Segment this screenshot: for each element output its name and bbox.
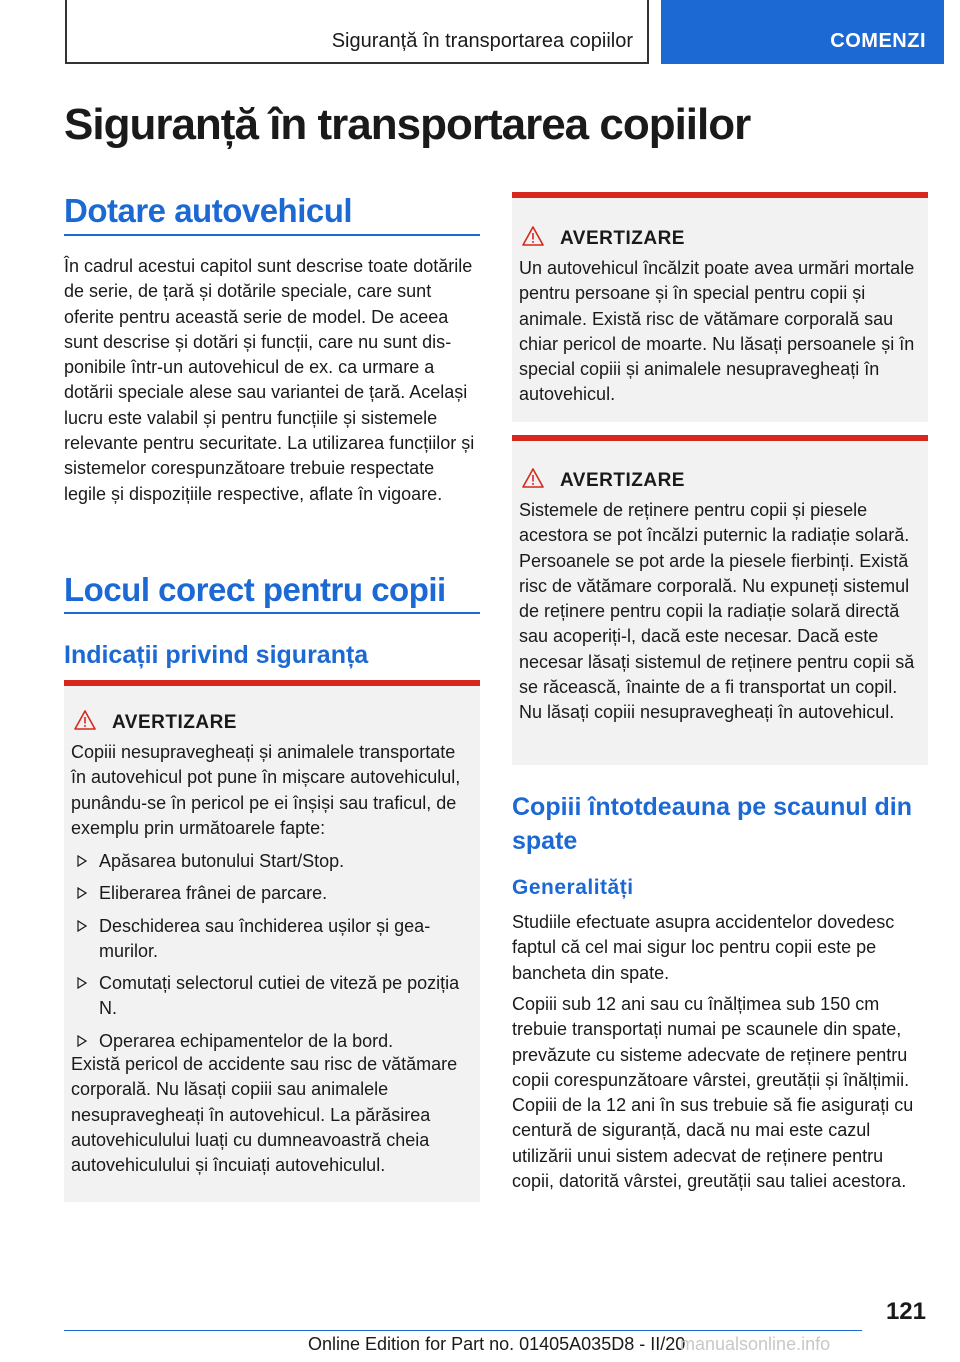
triangle-bullet-icon — [77, 1035, 87, 1047]
list-item: Comutați selectorul cutiei de viteză pe poziția N. — [71, 971, 471, 1022]
warning-triangle-icon — [74, 710, 96, 730]
heading-equipment: Dotare autovehicul — [64, 192, 353, 229]
warning-2-body: Un autovehicul încălzit poate avea urmări mortale pentru persoane și în special pentru copii și animale. Există risc de vătămare corporală sau chiar pericol de moarte. Nu lăsați persoanele și în special copiii și animalele nesupravegheați în autovehicul. — [519, 258, 915, 405]
warning-1-title: AVERTIZARE — [112, 712, 237, 733]
warning-1-list — [71, 849, 471, 1061]
warning-3-title: AVERTIZARE — [560, 470, 685, 491]
header-chapter-title: Siguranță în transportarea copiilor — [331, 30, 633, 52]
paragraph-equipment: În cadrul acestui capitol sunt descrise toate dotările de serie, de țară și dotările speciale, care sunt oferite pentru această serie de model. De aceea sunt descrise și dotări și funcții, care nu sunt disponibile într-un autovehicul de ex. ca urmare a dotării speciale alese sau variantei de țară. Același lucru este valabil și pentru funcțiile și sistemele relevante pentru securitate. La utilizarea funcțiilor și sistemelor corespunzătoare trebuie respectate legile și dispozițiile respective, aflate în vigoare. — [64, 256, 475, 504]
page-title: Siguranță în transportarea copiilor — [64, 100, 751, 149]
footer-watermark: manualsonline.info — [680, 1334, 831, 1354]
heading-rear-seat: Copiii întotdeauna pe scaunul din spate — [512, 793, 913, 855]
heading-general: Generalități — [512, 876, 634, 899]
list-item: Deschiderea sau închiderea ușilor și geamurilor. — [71, 914, 471, 965]
triangle-bullet-icon — [77, 920, 87, 932]
warning-triangle-icon — [522, 468, 544, 488]
triangle-bullet-icon — [77, 887, 87, 899]
warning-box-1 — [64, 680, 480, 1202]
list-item: Apăsarea butonului Start/Stop. — [71, 849, 471, 874]
heading-place-rule — [64, 612, 480, 614]
triangle-bullet-icon — [77, 977, 87, 989]
warning-box-2 — [512, 192, 928, 422]
warning-box-3 — [512, 435, 928, 765]
header-section-title: COMENZI — [830, 30, 926, 52]
heading-safety: Indicații privind siguranța — [64, 641, 369, 669]
heading-equipment-rule — [64, 234, 480, 236]
warning-1-outro: Există pericol de accidente sau risc de vătămare corporală. Nu lăsați copiii sau animalele nesupravegheați în autovehicul. La părăsirea autovehiculului luați cu dumneavoastră cheia autovehiculului și încuiați autovehiculul. — [71, 1054, 458, 1176]
paragraph-general-1: Studiile efectuate asupra accidentelor dovedesc faptul că cel mai sigur loc pentru copii este pe bancheta din spate. — [512, 912, 895, 983]
footer-rule — [64, 1330, 862, 1331]
header-chapter-tab — [65, 0, 649, 64]
footer-edition: Online Edition for Part no. 01405A035D8 - II/20 — [308, 1334, 686, 1354]
page-number: 121 — [885, 1298, 926, 1325]
header-section-tab — [661, 0, 944, 64]
warning-1-intro: Copiii nesupravegheați și animalele transportate în autovehicul pot pune în mișcare autovehiculul, punându-se în pericol pe ei înșiși sau traficul, de exemplu prin următoarele fapte: — [71, 742, 461, 838]
list-item: Eliberarea frânei de parcare. — [71, 881, 471, 906]
heading-place: Locul corect pentru copii — [64, 571, 446, 608]
paragraph-general-2: Copiii sub 12 ani sau cu înălțimea sub 150 cm trebuie transportați numai pe scaunele din spate, prevăzute cu sisteme adecvate de reținere pentru copii corespunzătoare vârstei, greutății și înălțimii. Copiii de la 12 ani în sus trebuie să fie asigurați cu centură de siguranță, dacă nu mai este cazul utilizării unui sistem adecvat de reținere pentru copii, datorită vârstei, greutății sau taliei acestora. — [512, 994, 914, 1192]
warning-3-body: Sistemele de reținere pentru copii și piesele acestora se pot încălzi puternic la radiație solară. Persoanele se pot arde la piesele fierbinți. Există risc de vătămare corporală. Nu expuneți sistemul de reținere pentru copii la radiație solară directă sau acoperiți-l, dacă este necesar. Dacă este necesar lăsați sistemul de reținere pentru copii să se răcească, înainte de a fi transportat un copil. Nu lăsați copiii nesupravegheați în autovehicul. — [519, 500, 915, 723]
list-item: Operarea echipamentelor de la bord. — [71, 1029, 471, 1054]
triangle-bullet-icon — [77, 855, 87, 867]
warning-2-title: AVERTIZARE — [560, 228, 685, 249]
warning-triangle-icon — [522, 226, 544, 246]
